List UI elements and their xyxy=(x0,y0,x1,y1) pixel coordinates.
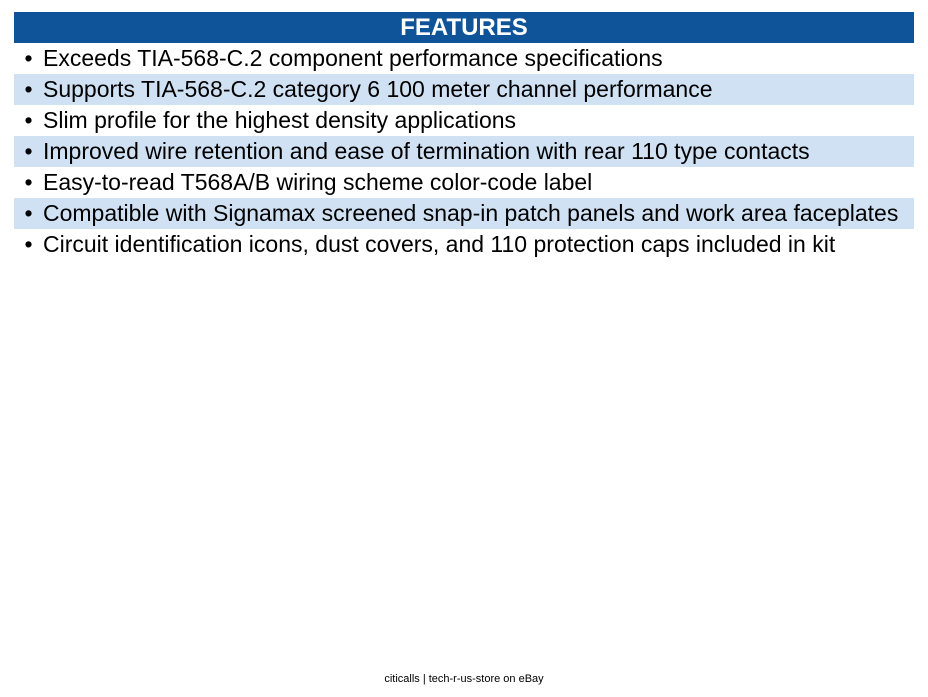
feature-text: Supports TIA-568-C.2 category 6 100 meter channel performance xyxy=(43,76,713,102)
feature-item xyxy=(14,74,914,105)
features-header: FEATURES xyxy=(14,12,914,43)
feature-item xyxy=(14,229,914,260)
feature-text: Improved wire retention and ease of termination with rear 110 type contacts xyxy=(43,138,810,164)
feature-text: Slim profile for the highest density applications xyxy=(43,107,517,133)
features-table xyxy=(14,12,914,260)
bullet: • xyxy=(24,107,33,133)
feature-item xyxy=(14,198,914,229)
bullet: • xyxy=(24,45,33,71)
feature-text: Circuit identification icons, dust covers, and 110 protection caps included in kit xyxy=(43,231,836,257)
bullet: • xyxy=(24,200,33,226)
bullet: • xyxy=(24,231,33,257)
bullet: • xyxy=(24,76,33,102)
feature-item xyxy=(14,167,914,198)
feature-text: Exceeds TIA-568-C.2 component performance specifications xyxy=(43,45,663,71)
footer-credit: citicalls | tech-r-us-store on eBay xyxy=(384,673,544,685)
bullet: • xyxy=(24,169,33,195)
feature-item xyxy=(14,43,914,74)
bullet: • xyxy=(24,138,33,164)
feature-text: Compatible with Signamax screened snap-in patch panels and work area faceplates xyxy=(43,200,899,226)
feature-item xyxy=(14,105,914,136)
feature-item xyxy=(14,136,914,167)
feature-text: Easy-to-read T568A/B wiring scheme color-code label xyxy=(43,169,593,195)
